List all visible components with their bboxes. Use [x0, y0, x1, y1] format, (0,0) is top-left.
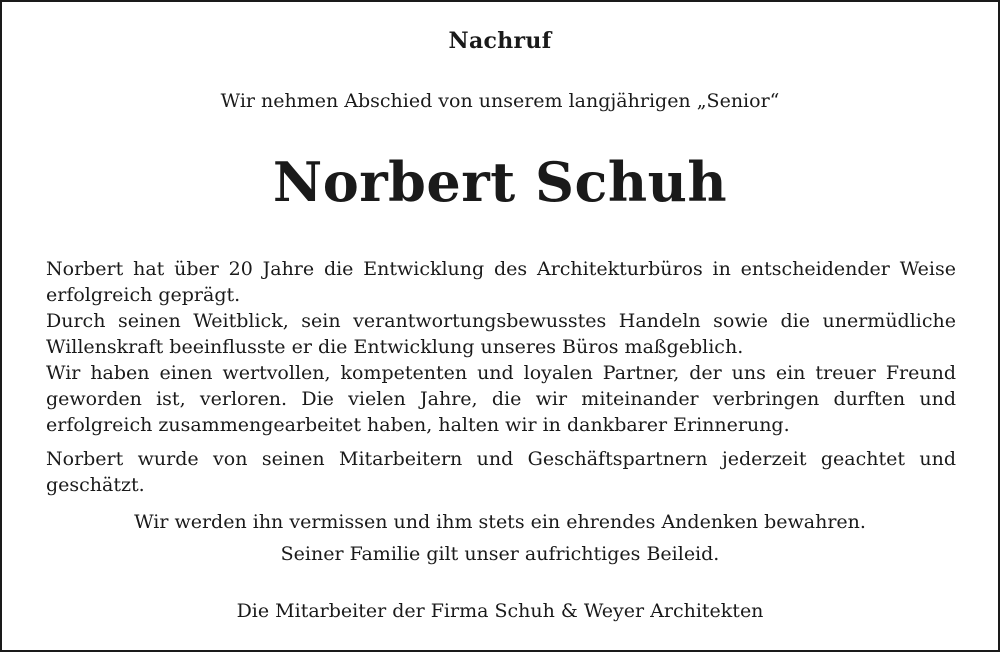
intro-line: Wir nehmen Abschied von unserem langjährigen „Senior“	[220, 90, 780, 112]
signature-line: Die Mitarbeiter der Firma Schuh & Weyer Architekten	[236, 600, 764, 622]
notice-heading: Nachruf	[448, 28, 552, 54]
closing-line-condolence: Seiner Familie gilt unser aufrichtiges Beileid.	[280, 543, 720, 565]
body-paragraph-1: Norbert hat über 20 Jahre die Entwicklung des Architekturbüros in entscheidender Weise erfolgreich geprägt.	[46, 258, 956, 306]
deceased-name: Norbert Schuh	[272, 150, 728, 214]
body-paragraph-2: Durch seinen Weitblick, sein verantwortungsbewusstes Handeln sowie die unermüdliche Willenskraft beeinflusste er die Entwicklung unseres Büros maßgeblich.	[46, 310, 956, 358]
body-paragraph-4: Norbert wurde von seinen Mitarbeitern und Geschäftspartnern jederzeit geachtet und geschätzt.	[46, 448, 956, 496]
obituary-body	[46, 256, 956, 498]
closing-line-remembrance: Wir werden ihn vermissen und ihm stets ein ehrendes Andenken bewahren.	[134, 511, 866, 533]
body-paragraph-3: Wir haben einen wertvollen, kompetenten und loyalen Partner, der uns ein treuer Freund geworden ist, verloren. Die vielen Jahre, die wir miteinander verbringen durften und erfolgreich zusammengearbeitet haben, halten wir in dankbarer Erinnerung.	[46, 362, 956, 436]
